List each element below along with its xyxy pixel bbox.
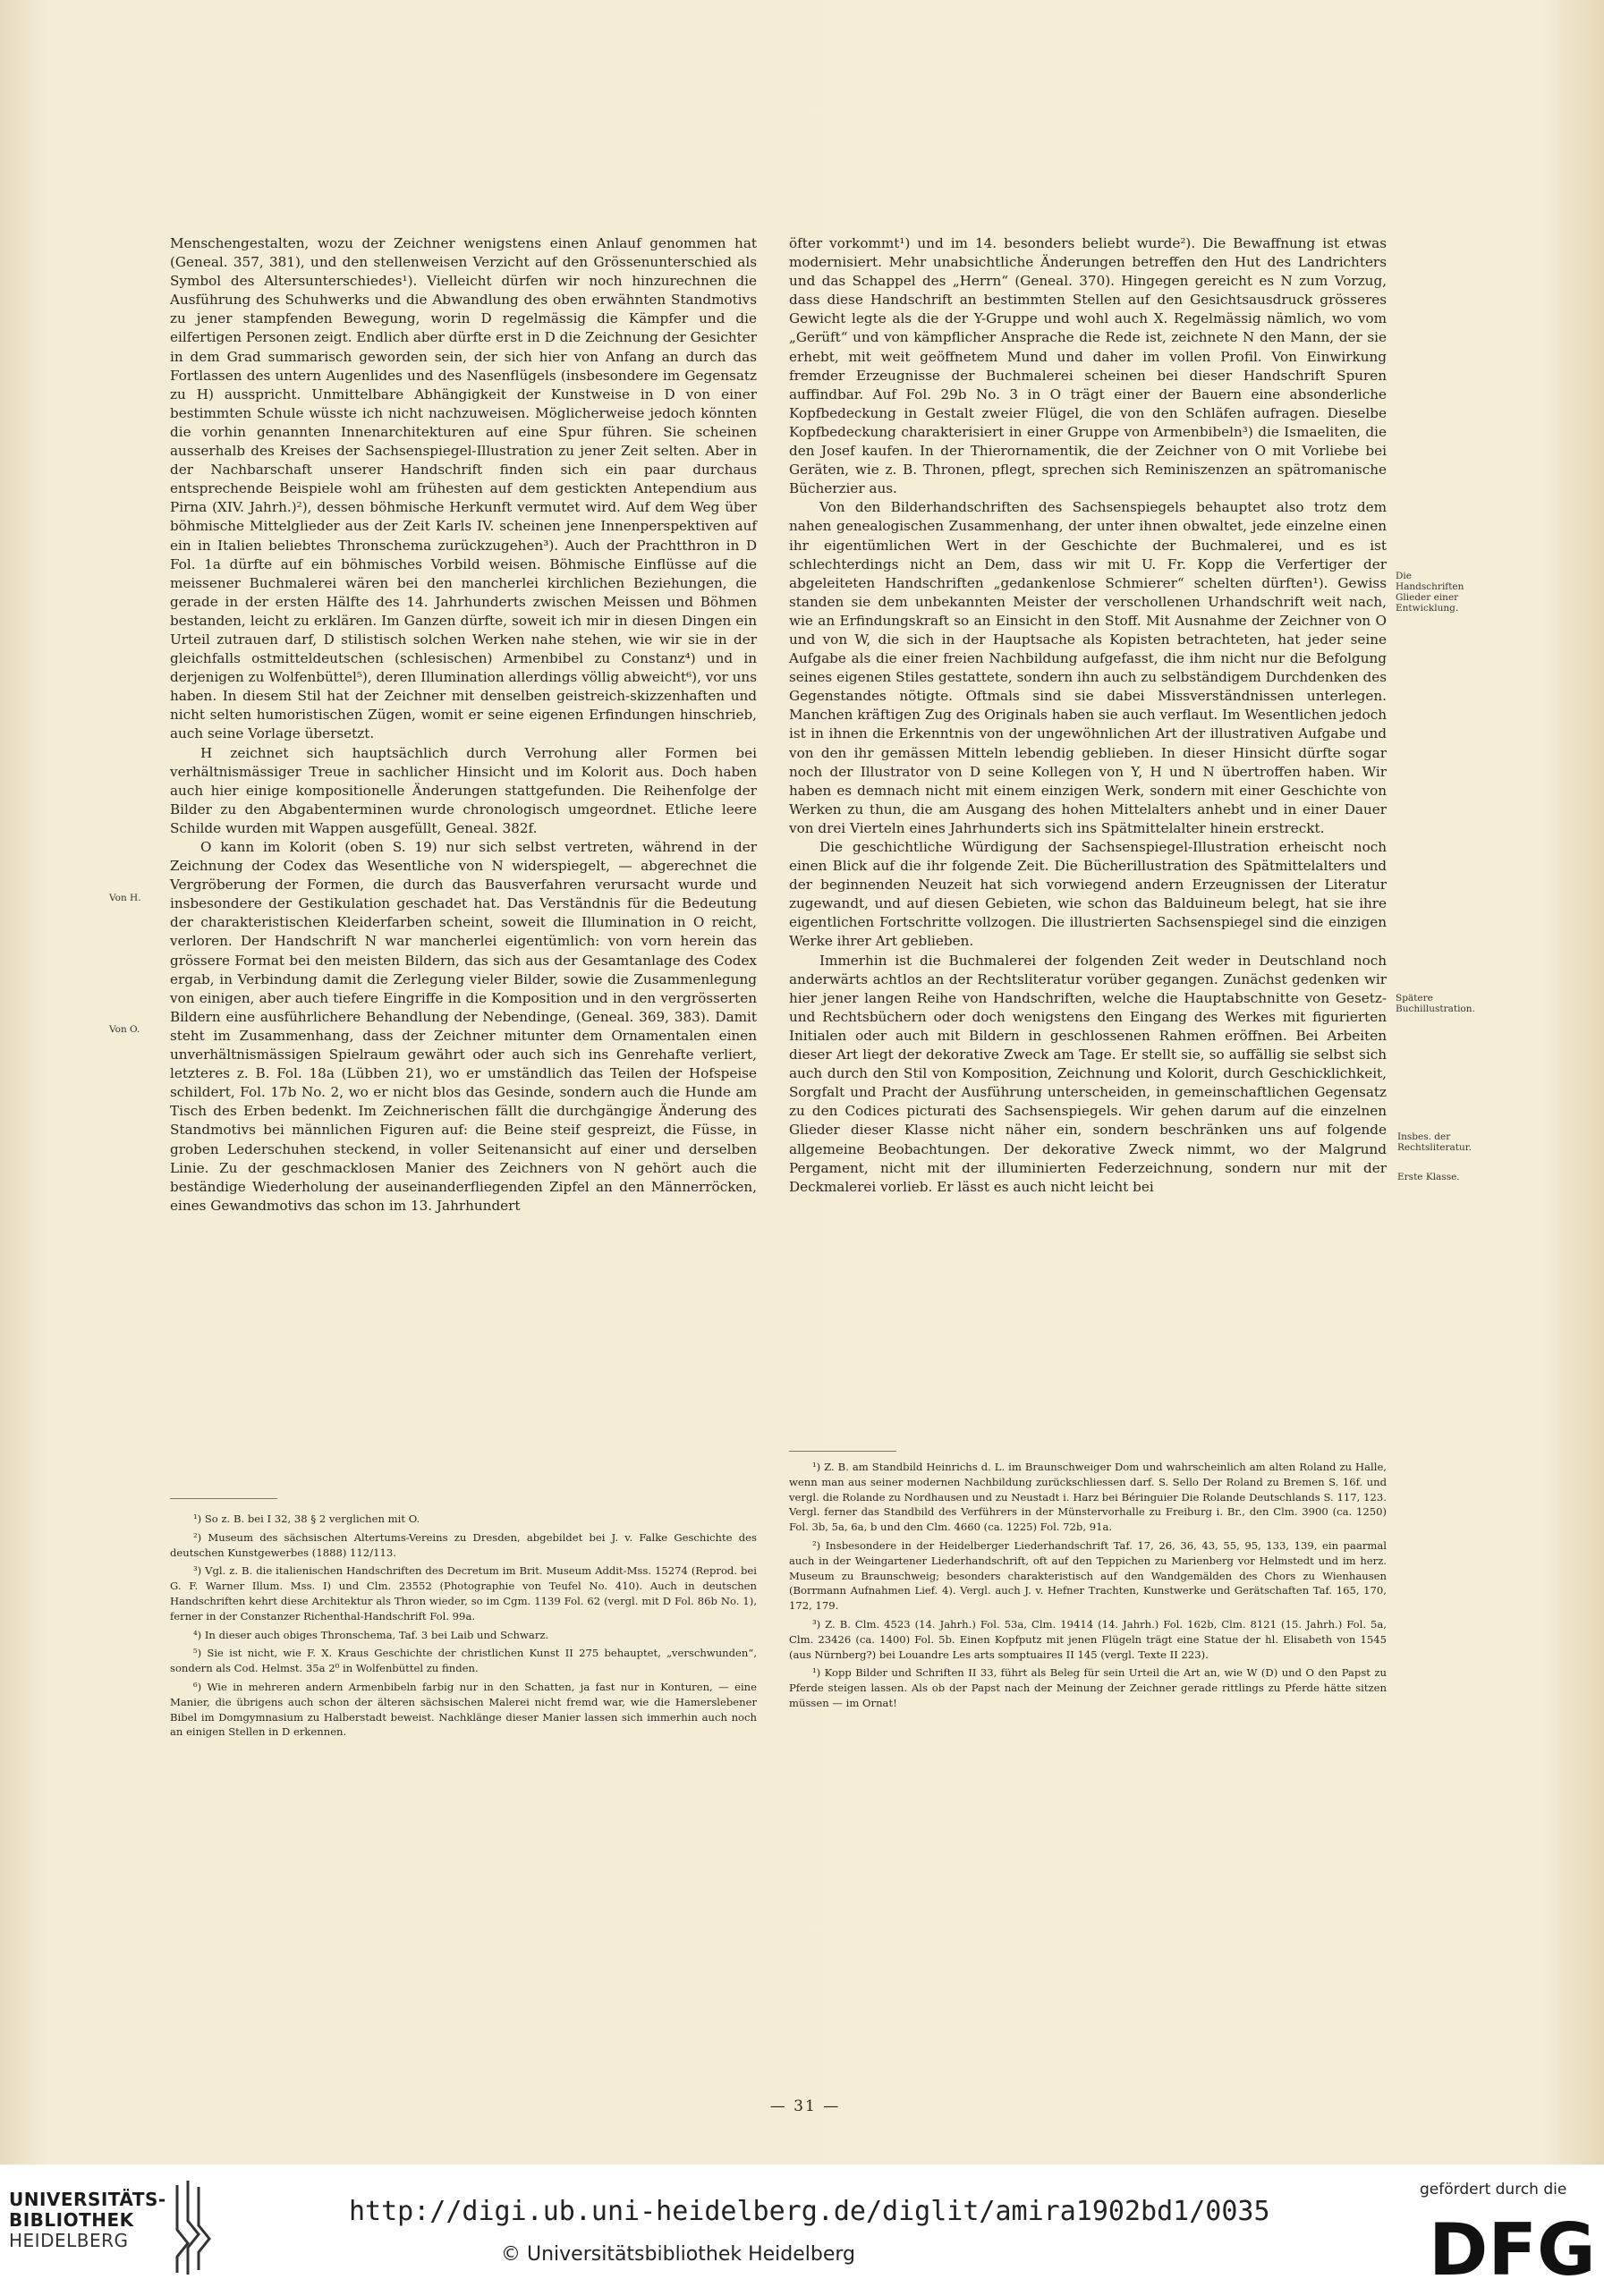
margin-note-handschriften: Die Handschriften Glieder einer Entwicklung. — [1396, 571, 1464, 614]
library-logo[interactable] — [9, 2190, 174, 2279]
right-paragraph: Immerhin ist die Buchmalerei der folgenden Zeit weder in Deutschland noch anderwärts achtlos an der Rechtsliteratur vorüber gegangen. Zunächst gedenken wir hier jener langen Reihe von Handschriften, welche die Hauptabschnitte von Gesetz- und Rechtsbüchern oder doch wenigstens den Eingang des Werkes mit figurierten Initialen oder auch mit Bildern in geschlossenen Rahmen eröffnen. Bei Arbeiten dieser Art liegt der dekorative Zweck am Tage. Er stellt sie, so auffällig sie selbst sich auch durch den Stil von Komposition, Zeichnung und Kolorit, durch Geschicklichkeit, Sorgfalt und Pracht der Ausführung unterscheiden, in gemeinschaftlichen Gegensatz zu den Codices picturati des Sachsenspiegels. Wir gehen darum auf die einzelnen Glieder dieser Klasse nicht näher ein, sondern beschränken uns auf folgende allgemeine Beobachtungen. Der dekorative Zweck nimmt, wo der Malgrund Pergament, nicht mit der illuminierten Federzeichnung, sondern nur mit der Deckmalerei vorlieb. Er lässt es auch nicht leicht bei — [789, 952, 1387, 1195]
margin-note-von-o: Von O. — [109, 1024, 140, 1035]
library-emblem-icon — [170, 2176, 215, 2279]
right-text-column — [789, 234, 1387, 1197]
footnote: ²) Museum des sächsischen Altertums-Vereins zu Dresden, abgebildet bei J. v. Falke Geschichte des deutschen Kunstgewerbes (1888) 112/113. — [170, 1530, 757, 1559]
dfg-logo-text: DFG — [1429, 2208, 1596, 2292]
right-paragraph: Von den Bilderhandschriften des Sachsenspiegels behauptet also trotz dem nahen genealogischen Zusammenhang, der unter ihnen obwaltet, jede einzelne einen ihr eigentümlichen Wert in der Geschichte der Buchmalerei, und es ist schlechterdings nicht an Dem, dass wir mit U. Fr. Kopp die Verfertiger der abgeleiteten Handschriften „gedankenlose Schmierer“ schelten dürften¹). Gewiss standen sie dem unbekannten Meister der verschollenen Urhandschrift weit nach, wie an Erfindungskraft so an Einsicht in den Stoff. Mit Ausnahme der Zeichner von O und von W, die sich in der Hauptsache als Kopisten betrachteten, hat jeder seine Aufgabe als die einer freien Nachbildung aufgefasst, die ihm nicht nur die Befolgung seines eigenen Stiles gestattete, sondern ihn auch zu selbständigem Durchdenken des Gegenstandes nötigte. Oftmals sind sie dabei Missverständnissen unterlegen. Manchen kräftigen Zug des Originals haben sie auch verflaut. Im Wesentlichen jedoch ist in ihnen die Erkenntnis von der ungewöhnlichen Art der illustrativen Aufgabe und von den ihr gemässen Mitteln lebendig geblieben. In dieser Hinsicht dürfte sogar noch der Illustrator von D seine Kollegen von Y, H und N übertroffen haben. Wir haben es demnach nicht mit einem einzigen Werk, sondern mit einer Geschichte von Werken zu thun, die am Ausgang des hohen Mittelalters anhebt und in einer Dauer von drei Vierteln eines Jahrhunderts sich ins Spätmittelalter hinein erstreckt. — [789, 499, 1387, 836]
footnote: ¹) So z. B. bei I 32, 38 § 2 verglichen mit O. — [193, 1512, 420, 1525]
footnote: ³) Vgl. z. B. die italienischen Handschriften des Decretum im Brit. Museum Addit-Mss. 15274 (Reprod. bei G. F. Warner Illum. Mss. I) und Clm. 23552 (Photographie von Teufel No. 410). Auch in deutschen Handschriften kehrt diese Architektur als Thron wieder, so im Cgm. 1139 Fol. 62 (vergl. mit D Fol. 86b No. 1), ferner in der Constanzer Richenthal-Handschrift Fol. 99a. — [170, 1564, 757, 1622]
footnote: ¹) Kopp Bilder und Schriften II 33, führt als Beleg für sein Urteil die Art an, wie W (D) und O den Papst zu Pferde steigen lassen. Als ob der Papst nach der Meinung der Zeichner gerade rittlings zu Pferde hätte sitzen müssen — im Ornat! — [789, 1666, 1387, 1709]
right-paragraph: öfter vorkommt¹) und im 14. besonders beliebt wurde²). Die Bewaffnung ist etwas modernisiert. Mehr unabsichtliche Änderungen betreffen den Hut des Landrichters und das Schappel des „Herrn“ (Geneal. 370). Hingegen gereicht es N zum Vorzug, dass diese Handschrift an bestimmten Stellen auf den Gesichtsausdruck grösseres Gewicht legte als die der Y-Gruppe und wohl auch X. Regelmässig nämlich, wo vom „Gerüft“ und von kämpflicher Ansprache die Rede ist, zeichnete N den Mann, der sie erhebt, mit weit geöffnetem Mund und daher im vollen Profil. Von Einwirkung fremder Erzeugnisse der Buchmalerei scheinen bei dieser Handschrift Spuren auffindbar. Auf Fol. 29b No. 3 in O trägt einer der Bauern eine absonderliche Kopfbedeckung in Gestalt zweier Flügel, die von den Schläfen aufragen. Dieselbe Kopfbedeckung charakterisiert in einer Gruppe von Armenbibeln³) die Ismaeliten, die den Josef kaufen. In der Thierornamentik, die der Zeichner von O mit Vorliebe bei Geräten, wie z. B. Thronen, pflegt, sprechen sich Reminiszenzen an spätromanische Bücherzier aus. — [789, 235, 1387, 497]
library-name-line2: BIBLIOTHEK — [9, 2209, 134, 2231]
margin-note-von-h: Von H. — [109, 893, 141, 903]
footnote: ¹) Z. B. am Standbild Heinrichs d. L. im Braunschweiger Dom und wahrscheinlich am alten Roland zu Halle, wenn man aus seiner modernen Nachbildung zurückschliessen darf. S. Sello Der Roland zu Bremen S. 16f. und vergl. die Rolande zu Nordhausen und zu Neustadt i. Harz bei Béringuier Die Rolande Deutschlands S. 117, 123. Vergl. ferner das Standbild des Verführers in der Münstervorhalle zu Freiburg i. Br., den Clm. 3900 (ca. 1250) Fol. 3b, 5a, 6a, b und den Clm. 4660 (ca. 1225) Fol. 72b, 91a. — [789, 1461, 1387, 1534]
footnote: ⁴) In dieser auch obiges Thronschema, Taf. 3 bei Laib und Schwarz. — [193, 1628, 549, 1641]
footnote: ²) Insbesondere in der Heidelberger Liederhandschrift Taf. 17, 26, 36, 43, 55, 95, 133, 139, ein paarmal auch in der Weingartener Liederhandschrift, oft auf den Teppichen zu Marienberg vor Helmstedt und im herz. Museum zu Braunschweig; besonders charakteristisch auf den Wandgemälden des Chors zu Wienhausen (Borrmann Aufnahmen Lief. 4). Vergl. auch J. v. Hefner Trachten, Kunstwerke und Gerätschaften Taf. 165, 170, 172, 179. — [789, 1538, 1387, 1613]
right-paragraph: Die geschichtliche Würdigung der Sachsenspiegel-Illustration erheischt noch einen Blick auf die ihr folgende Zeit. Die Bücherillustration des Spätmittelalters und der beginnenden Neuzeit hat sich vorwiegend andern Erzeugnissen der Literatur zugewandt, und auf diesen Gebieten, wie schon das Balduineum belegt, hat sie ihre eigentlichen Fortschritte vollzogen. Die illustrierten Sachsenspiegel sind die einzigen Werke ihrer Art geblieben. — [789, 839, 1387, 950]
footnote-rule-left — [170, 1498, 277, 1499]
footnote: ⁵) Sie ist nicht, wie F. X. Kraus Geschichte der christlichen Kunst II 275 behauptet, „verschwunden“, sondern als Cod. Helmst. 35a 2⁰ in Wolfenbüttel zu finden. — [170, 1647, 757, 1675]
viewer-footer — [0, 2165, 1604, 2296]
left-paragraph: H zeichnet sich hauptsächlich durch Verrohung aller Formen bei verhältnismässiger Treue in sachlicher Hinsicht und im Kolorit aus. Doch haben auch hier einige kompositionelle Änderungen stattgefunden. Die Reihenfolge der Bilder zu den Abgabenterminen wurde chronologisch umgeordnet. Etliche leere Schilde wurden mit Wappen ausgefüllt, Geneal. 382f. — [170, 744, 757, 836]
library-name-line1: UNIVERSITÄTS- — [9, 2189, 166, 2210]
margin-note-spaetere: Spätere Buchillustration. — [1396, 993, 1475, 1014]
funding-caption: gefördert durch die — [1420, 2181, 1567, 2199]
left-footnotes — [170, 1512, 757, 1743]
dfg-logo-icon[interactable] — [1427, 2205, 1596, 2292]
copyright-notice: © Universitätsbibliothek Heidelberg — [501, 2243, 856, 2266]
margin-note-insbes: Insbes. der Rechtsliteratur. — [1397, 1131, 1472, 1153]
library-name-line3: HEIDELBERG — [9, 2230, 129, 2251]
right-footnotes — [789, 1460, 1387, 1715]
page-number: — 31 — — [769, 2097, 841, 2115]
footnote: ⁶) Wie in mehreren andern Armenbibeln farbig nur in den Schatten, ja fast nur in Konturen, — eine Manier, die übrigens auch schon der älteren sächsischen Malerei nicht fremd war, wie die Hamerslebener Bibel im Domgymnasium zu Halberstadt beweist. Nachklänge dieser Manier lassen sich immerhin auch noch an einigen Stellen in D erkennen. — [170, 1680, 757, 1739]
footnote: ³) Z. B. Clm. 4523 (14. Jahrh.) Fol. 53a, Clm. 19414 (14. Jahrh.) Fol. 162b, Clm. 8121 (15. Jahrh.) Fol. 5a, Clm. 23426 (ca. 1400) Fol. 5b. Einen Kopfputz mit jenen Flügeln trägt eine Statue der hl. Elisabeth von 1545 (aus Nürnberg?) bei Louandre Les arts somptuaires II 145 (vergl. Texte II 223). — [789, 1617, 1387, 1661]
margin-note-erste: Erste Klasse. — [1397, 1172, 1460, 1182]
left-paragraph: Menschengestalten, wozu der Zeichner wenigstens einen Anlauf genommen hat (Geneal. 357, 381), und den stellenweisen Verzicht auf den Grössenunterschied als Symbol des Altersunterschiedes¹). Vielleicht dürfen wir noch hinzurechnen die Ausführung des Schuhwerks und die Abwandlung des oben erwähnten Standmotivs zu jener stampfenden Bewegung, worin D regelmässig die Kämpfer und die eilfertigen Personen zeigt. Endlich aber dürfte erst in D die Zeichnung der Gesichter in dem Grad summarisch geworden sein, der sich hier von Anfang an durch das Fortlassen des untern Augenlides und des Nasenflügels (insbesondere im Gegensatz zu H) ausspricht. Unmittelbare Abhängigkeit der Kunstweise in D von einer bestimmten Schule wüsste ich nicht nachzuweisen. Möglicherweise jedoch könnten die vorhin genannten Innenarchitekturen auf eine Spur führen. Sie scheinen ausserhalb des Kreises der Sachsenspiegel-Illustration zu jener Zeit selten. Aber in der Nachbarschaft unserer Handschrift finden sich ein paar durchaus entsprechende Beispiele wohl am frühesten auf dem gestickten Antependium aus Pirna (XIV. Jahrh.)²), dessen böhmische Herkunft vermutet wird. Auf dem Weg über böhmische Mittelglieder aus der Zeit Karls IV. scheinen jene Innenperspektiven auf ein in Italien beliebtes Thronschema zurückzugehen³). Auch der Prachtthron in D Fol. 1a dürfte auf ein böhmisches Vorbild weisen. Böhmische Einflüsse auf die meissener Buchmalerei wären bei den mancherlei kirchlichen Beziehungen, die gerade in der ersten Hälfte des 14. Jahrhunderts zwischen Meissen und Böhmen bestanden, leicht zu erklären. Im Ganzen dürfte, soweit ich mir in diesen Dingen ein Urteil zutrauen darf, D stilistisch solchen Werken nahe stehen, wie wir sie in der gleichfalls ostmitteldeutschen (schlesischen) Armenbibel zu Constanz⁴) und in derjenigen zu Wolfenbüttel⁵), deren Illumination allerdings völlig abweicht⁶), vor uns haben. In diesem Stil hat der Zeichner mit denselben geistreich-skizzenhaften und nicht selten humoristischen Zügen, womit er seine eigenen Erfindungen hinschrieb, auch seine Vorlage übersetzt. — [170, 235, 757, 742]
left-text-column — [170, 234, 757, 1216]
permalink-url[interactable]: http://digi.ub.uni-heidelberg.de/diglit/amira1902bd1/0035 — [349, 2196, 1270, 2227]
footnote-rule-right — [789, 1451, 896, 1452]
left-paragraph: O kann im Kolorit (oben S. 19) nur sich selbst vertreten, während in der Zeichnung der Codex das Wesentliche von N widerspiegelt, — abgerechnet die Vergröberung der Formen, die durch das Bausverfahren verursacht wurde und insbesondere der Gestikulation geschadet hat. Das Verständnis für die Bedeutung der charakteristischen Kleiderfarben scheint, soweit die Illumination in O reicht, verloren. Der Handschrift N war mancherlei eigentümlich: von vorn herein das grössere Format bei den meisten Bildern, das sich aus der Gesamtanlage des Codex ergab, in Verbindung damit die Zerlegung vieler Bilder, sowie die Zusammenlegung von einigen, aber auch tiefere Eingriffe in die Komposition und in den vergrösserten Bildern eine ausführlichere Behandlung der Nebendinge, (Geneal. 369, 383). Damit steht im Zusammenhang, dass der Zeichner mitunter dem Ornamentalen einen unverhältnismässigen Spielraum gewährt oder auch sich ins Genrehafte verliert, letzteres z. B. Fol. 18a (Lübben 21), wo er umständlich das Teilen der Hofspeise schildert, Fol. 17b No. 2, wo er nicht blos das Gesinde, sondern auch die Hunde am Tisch des Erben bedenkt. Im Zeichnerischen fällt die durchgängige Änderung des Standmotivs bei männlichen Figuren auf: die Beine steif gespreizt, die Füsse, in groben Lederschuhen steckend, in voller Seitenansicht auf einer und derselben Linie. Zu der geschmacklosen Manier des Zeichners von N gehört auch die beständige Wiederholung der auseinanderfliegenden Zipfel an den Männerröcken, eines Gewandmotivs das schon im 13. Jahrhundert — [170, 839, 757, 1214]
